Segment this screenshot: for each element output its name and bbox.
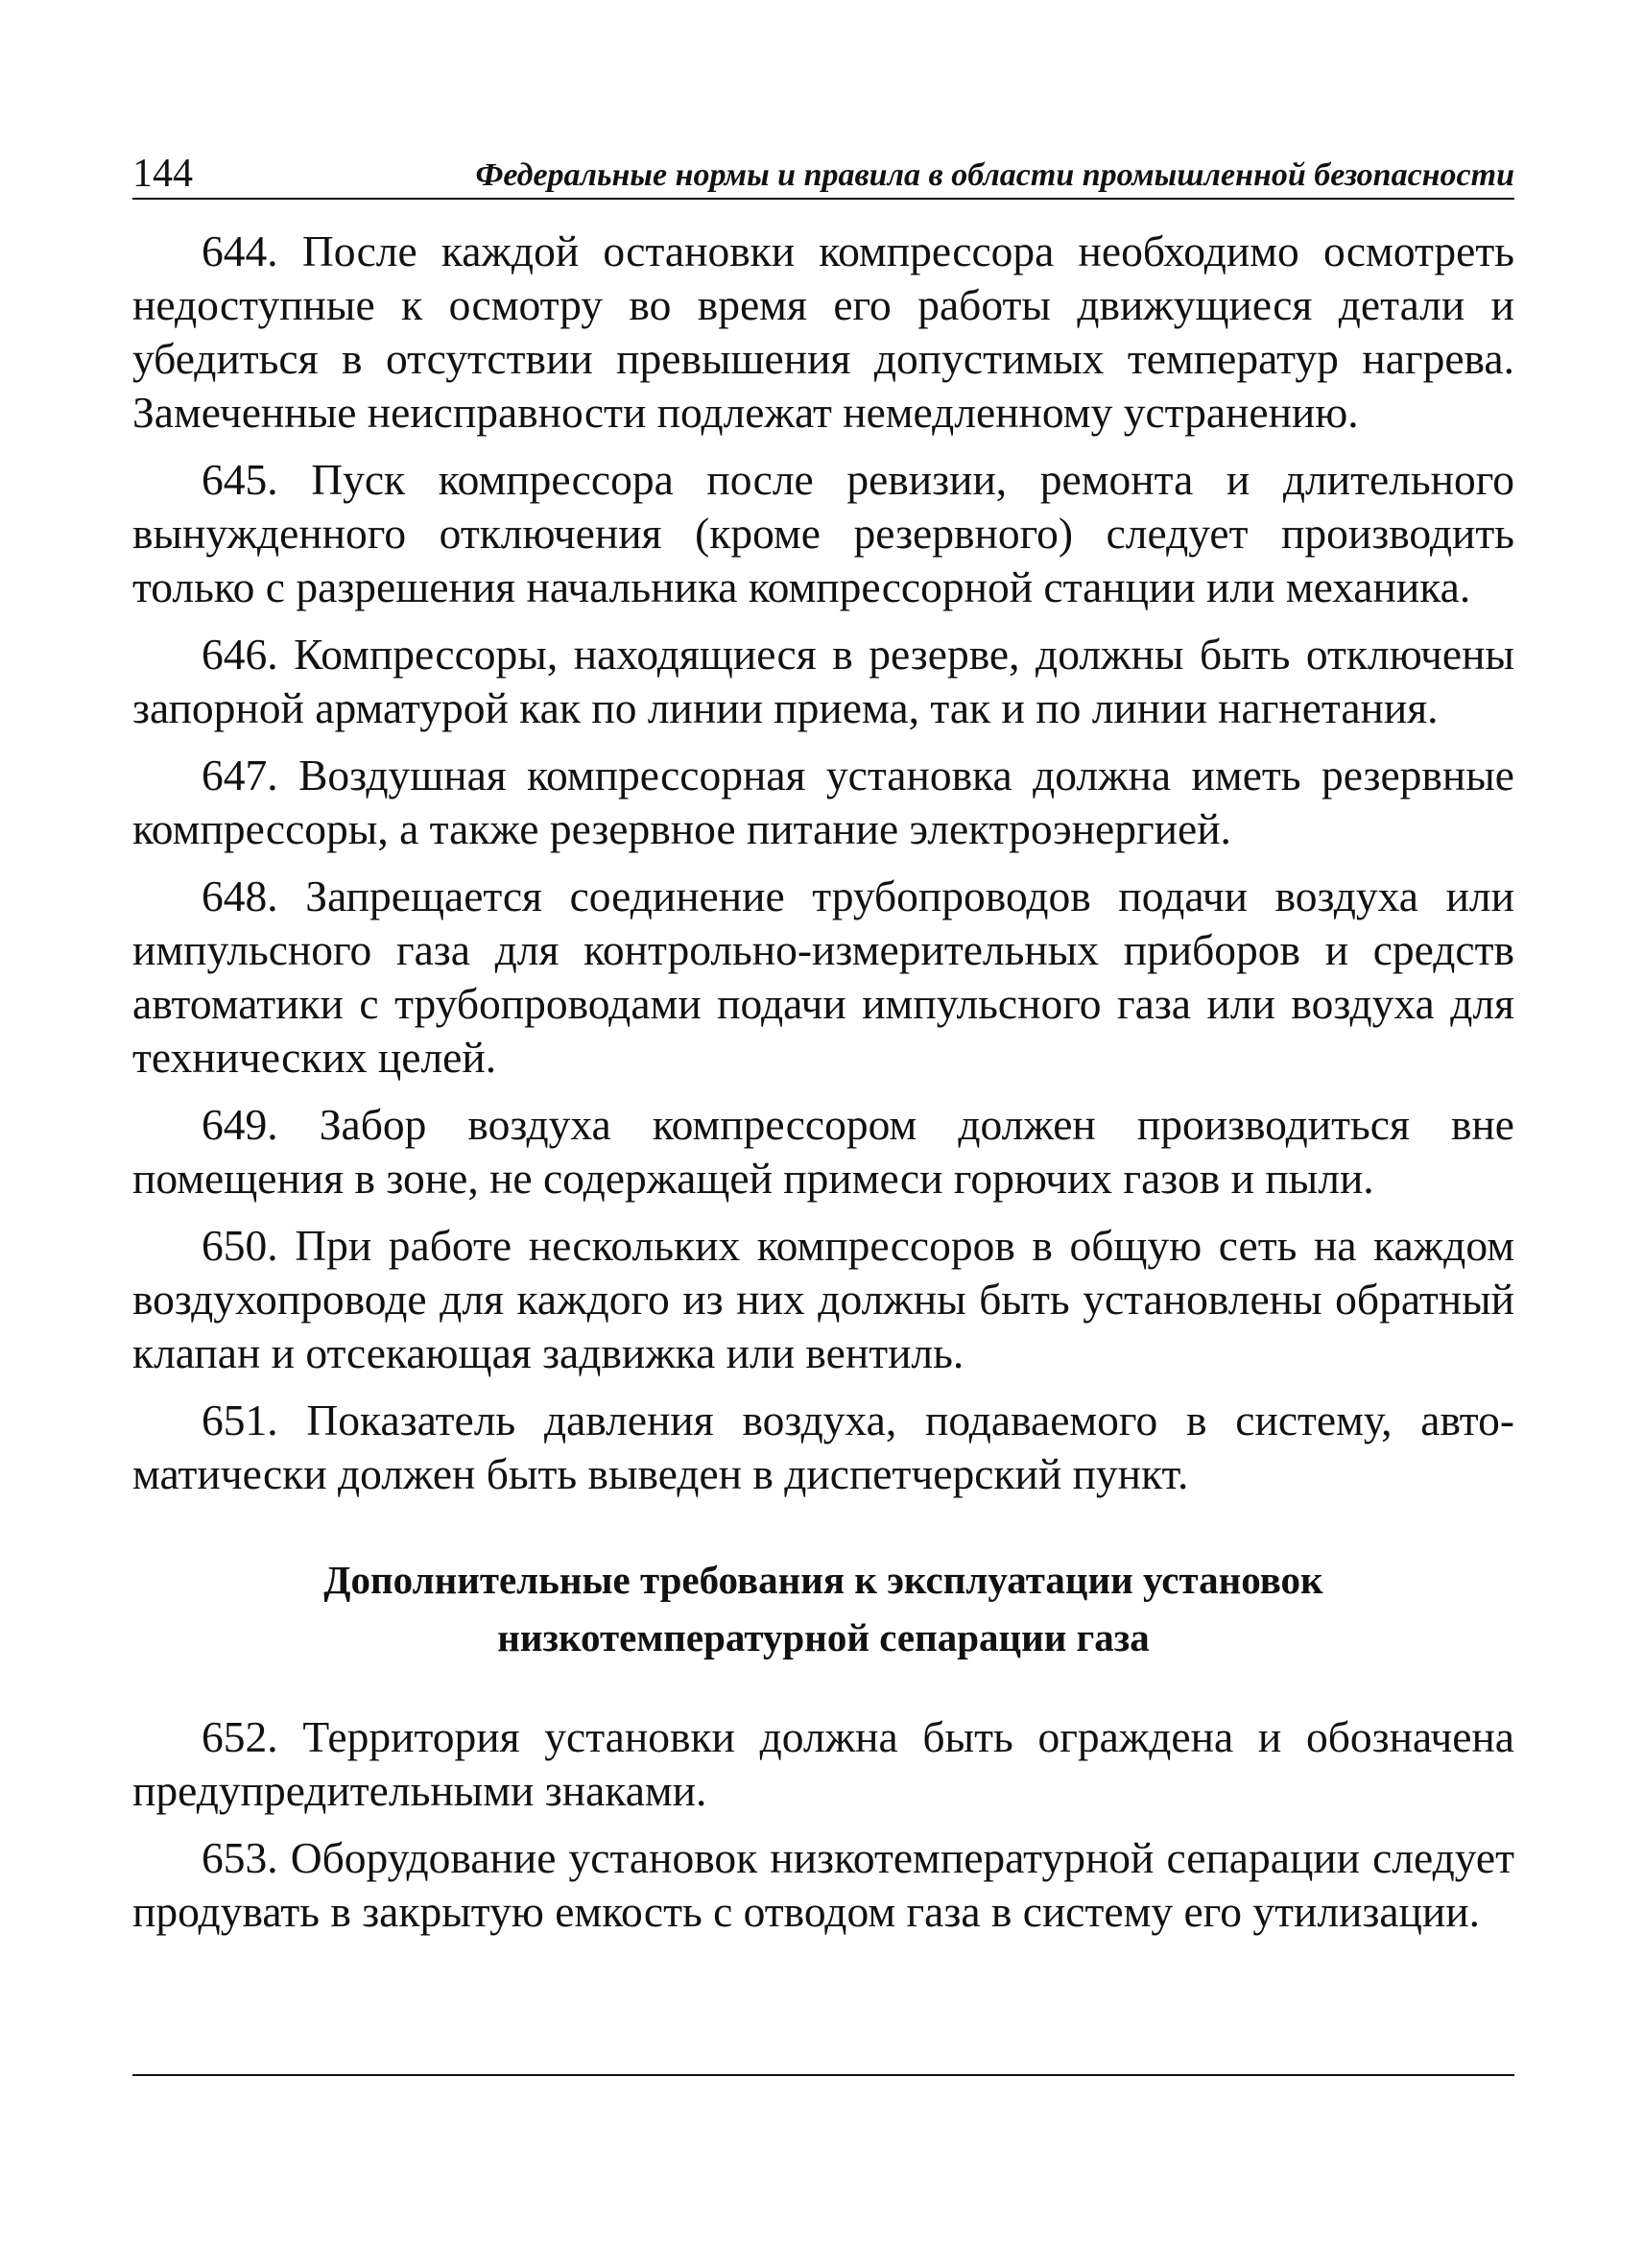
running-title: Федеральные нормы и правила в области промышленной безопасности: [475, 157, 1514, 193]
paragraph-644: 644. После каждой остановки компрессора необходимо осмотреть недоступные к осмотру во время его работы движущиеся детали и убедиться в отсутствии превышения допустимых температур нагрева. Замеченные неисправности подлежат немедленному устранению.: [132, 227, 1514, 437]
body-text: [132, 225, 1514, 1939]
paragraph-649: 649. Забор воздуха компрессором должен производиться вне помещения в зоне, не содержащей примеси горючих газов и пыли.: [132, 1100, 1514, 1203]
paragraph-646: 646. Компрессоры, находящиеся в резерве, должны быть отключены запорной арматурой как по линии приема, так и по линии нагнетания.: [132, 630, 1514, 732]
paragraph-647: 647. Воздушная компрессорная установка должна иметь резервные компрессоры, а также резервное питание электроэнергией.: [132, 751, 1514, 853]
paragraph-651: 651. Показатель давления воздуха, подаваемого в систему, автоматически должен быть выведен в диспетчерский пункт.: [132, 1396, 1514, 1498]
document-page: [132, 144, 1514, 1952]
paragraph-652: 652. Территория установки должна быть ограждена и обозначена предупредительными знаками.: [132, 1712, 1514, 1815]
paragraph-648: 648. Запрещается соединение трубопроводов подачи воздуха или импульсного газа для контрольно-измерительных приборов и средств автоматики с трубопроводами подачи импульсного газа или воздуха для технических целей.: [132, 871, 1514, 1082]
footer-rule: [132, 2074, 1514, 2076]
page-header: [132, 144, 1514, 200]
section-heading: [132, 1551, 1514, 1666]
paragraph-650: 650. При работе нескольких компрессоров в общую сеть на каждом воздухопроводе для каждого из них должны быть установлены обратный клапан и отсекающая задвижка или вентиль.: [132, 1221, 1514, 1377]
section-heading-line-2: низкотемпературной сепарации газа: [497, 1615, 1150, 1659]
page-number: 144: [132, 152, 193, 196]
paragraph-653: 653. Оборудование установок низкотемпературной сепарации следует продувать в закрытую емкость с отводом газа в систему его утилизации.: [132, 1833, 1514, 1936]
paragraph-645: 645. Пуск компрессора после ревизии, ремонта и длительного вынужденного отключения (кроме резервного) следует производить только с разрешения начальника компрессорной станции или механика.: [132, 455, 1514, 611]
section-heading-line-1: Дополнительные требования к эксплуатации установок: [323, 1558, 1323, 1602]
